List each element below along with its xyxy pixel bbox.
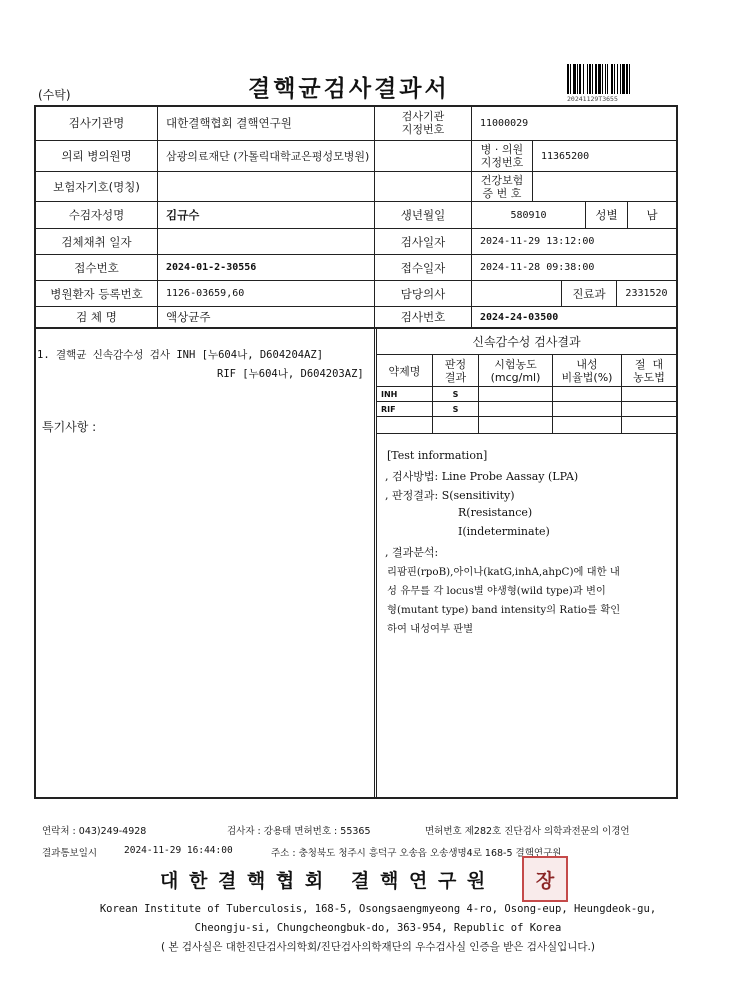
value-test-number: 2024-24-03500 bbox=[480, 311, 559, 323]
test-line-rif: RIF [누604나, D604203AZ] bbox=[217, 368, 364, 380]
barcode-bar bbox=[614, 64, 615, 94]
barcode-bar bbox=[611, 64, 613, 94]
barcode-bar bbox=[589, 64, 591, 94]
label-receipt-date: 접수일자 bbox=[400, 260, 446, 275]
barcode-bar bbox=[587, 64, 588, 94]
value-hospital-code: 11365200 bbox=[541, 150, 590, 162]
label-insurance-number: 건강보험 증 번 호 bbox=[480, 173, 524, 200]
test-information bbox=[376, 433, 676, 797]
label-hospital-code: 병 · 의원 지정번호 bbox=[480, 143, 524, 169]
value-insurance-number bbox=[533, 172, 676, 201]
barcode-bar bbox=[620, 64, 621, 94]
value-receipt-date: 2024-11-28 09:38:00 bbox=[480, 262, 595, 273]
value-receipt-number: 2024-01-2-30556 bbox=[166, 262, 257, 273]
barcode-bar bbox=[567, 64, 569, 94]
institute-address-english-1: Korean Institute of Tuberculosis, 168-5, Osongsaengmyeong 4-ro, Osong-eup, Heungdeok-gu, bbox=[99, 903, 657, 915]
result-row-judgement: S bbox=[452, 404, 459, 414]
physician-license: 면허번호 제282호 진단검사 의학과전문의 이경언 bbox=[425, 826, 630, 837]
result-header-drug: 약제명 bbox=[388, 364, 421, 378]
barcode-bar bbox=[629, 64, 630, 94]
result-header-judgement: 판정 결과 bbox=[444, 357, 467, 384]
value-sex: 남 bbox=[646, 208, 658, 222]
barcode-bar bbox=[605, 64, 606, 94]
seal-character: 장 bbox=[535, 869, 555, 892]
label-patient-name: 수검자성명 bbox=[68, 208, 125, 222]
barcode-bar bbox=[617, 64, 618, 94]
label-requesting-hospital: 의뢰 병의원명 bbox=[61, 149, 132, 163]
barcode-bar bbox=[626, 64, 628, 94]
barcode-bar bbox=[602, 64, 603, 94]
barcode-bar bbox=[595, 64, 597, 94]
receipt-mark: (수탁) bbox=[38, 88, 71, 102]
label-insurer: 보험자기호(명칭) bbox=[53, 179, 140, 194]
barcode-bar bbox=[607, 64, 608, 94]
barcode-number: 20241129T3655 bbox=[567, 95, 618, 103]
institute-name-korean: 대 한 결 핵 협 회 결 핵 연 구 원 bbox=[160, 870, 488, 892]
value-department: 2331520 bbox=[625, 288, 668, 299]
test-info-result-i: I(indeterminate) bbox=[458, 525, 550, 538]
result-row-judgement: S bbox=[452, 389, 459, 399]
test-info-result-r: R(resistance) bbox=[458, 506, 533, 519]
value-birthdate: 580910 bbox=[510, 209, 547, 221]
result-header-concentration: 시험농도 (mcg/ml) bbox=[490, 357, 541, 384]
notify-label: 결과통보일시 bbox=[42, 848, 98, 859]
barcode-bar bbox=[583, 64, 584, 94]
barcode-bar bbox=[622, 64, 625, 94]
label-patient-registration: 병원환자 등록번호 bbox=[50, 286, 143, 301]
test-info-analysis-text: 리팜핀(rpoB),아이나(katG,inhA,ahpC)에 대한 내 bbox=[387, 566, 620, 578]
barcode-graphic bbox=[567, 64, 673, 96]
institute-address-english-2: Cheongju-si, Chungcheongbuk-do, 363-954, Republic of Korea bbox=[194, 922, 562, 934]
value-institution-code: 11000029 bbox=[480, 117, 529, 129]
test-info-result-s: , 판정결과: S(sensitivity) bbox=[385, 489, 515, 502]
value-specimen: 액상균주 bbox=[166, 310, 211, 324]
label-sex: 성별 bbox=[595, 208, 618, 222]
special-notes: 특기사항 : bbox=[42, 420, 97, 434]
value-institution-name: 대한결핵협회 결핵연구원 bbox=[166, 116, 292, 130]
value-patient-registration: 1126-03659,60 bbox=[166, 288, 245, 299]
label-test-number: 검사번호 bbox=[400, 310, 446, 324]
barcode-bar bbox=[570, 64, 571, 94]
certification-note: ( 본 검사실은 대한진단검사의학회/진단검사의학재단의 우수검사실 인증을 받은 검사실입니다.) bbox=[160, 941, 595, 953]
test-info-heading: [Test information] bbox=[387, 449, 488, 462]
label-institution-code: 검사기관 지정번호 bbox=[401, 110, 445, 136]
label-specimen: 검 체 명 bbox=[76, 310, 117, 324]
value-requesting-hospital: 삼광의료재단 (가톨릭대학교은평성모병원) bbox=[166, 150, 370, 163]
barcode-bar bbox=[573, 64, 576, 94]
label-institution-name: 검사기관명 bbox=[68, 116, 125, 130]
value-test-date: 2024-11-29 13:12:00 bbox=[480, 236, 595, 247]
barcode-bar bbox=[592, 64, 593, 94]
official-seal bbox=[522, 856, 568, 902]
contact-phone: 연락처 : 043)249-4928 bbox=[42, 826, 147, 837]
examiner-info: 검사자 : 강용태 면허번호 : 55365 bbox=[227, 826, 371, 837]
barcode-bar bbox=[577, 64, 578, 94]
value-patient-name: 김규수 bbox=[166, 208, 200, 222]
value-attending-doctor bbox=[472, 281, 561, 306]
label-department: 진료과 bbox=[572, 286, 606, 301]
label-receipt-number: 접수번호 bbox=[74, 260, 119, 275]
test-line-inh: 1. 결핵균 신속감수성 검사 INH [누604나, D604204AZ] bbox=[37, 349, 324, 361]
result-header-absolute: 절 대 농도법 bbox=[633, 357, 665, 384]
label-collection-date: 검체채취 일자 bbox=[61, 234, 132, 249]
test-info-method: , 검사방법: Line Probe Aassay (LPA) bbox=[385, 470, 579, 483]
notify-time: 2024-11-29 16:44:00 bbox=[124, 845, 233, 856]
value-insurer bbox=[158, 172, 374, 201]
label-birthdate: 생년월일 bbox=[400, 208, 446, 222]
test-info-analysis-text: 하여 내성여부 판별 bbox=[387, 623, 474, 635]
barcode-bar bbox=[598, 64, 601, 94]
document-title: 결핵균검사결과서 bbox=[248, 75, 450, 102]
value-collection-date bbox=[158, 229, 374, 254]
test-info-analysis: , 결과분석: bbox=[385, 546, 439, 559]
barcode-bar bbox=[579, 64, 581, 94]
test-info-analysis-text: 형(mutant type) band intensity의 Ratio를 확인 bbox=[387, 604, 621, 616]
test-info-analysis-text: 성 유무를 각 locus별 야생형(wild type)과 변이 bbox=[387, 585, 606, 597]
barcode bbox=[567, 64, 673, 96]
result-row-drug: INH bbox=[381, 389, 398, 399]
result-header-proportion: 내성 비율법(%) bbox=[561, 357, 613, 384]
address: 주소 : 충청북도 청주시 흥덕구 오송읍 오송생명4로 168-5 결핵연구원 bbox=[271, 848, 562, 859]
label-test-date: 검사일자 bbox=[400, 234, 446, 249]
label-attending-doctor: 담당의사 bbox=[400, 286, 446, 301]
result-table-title: 신속감수성 검사결과 bbox=[472, 335, 581, 349]
result-row-drug: RIF bbox=[381, 404, 396, 414]
